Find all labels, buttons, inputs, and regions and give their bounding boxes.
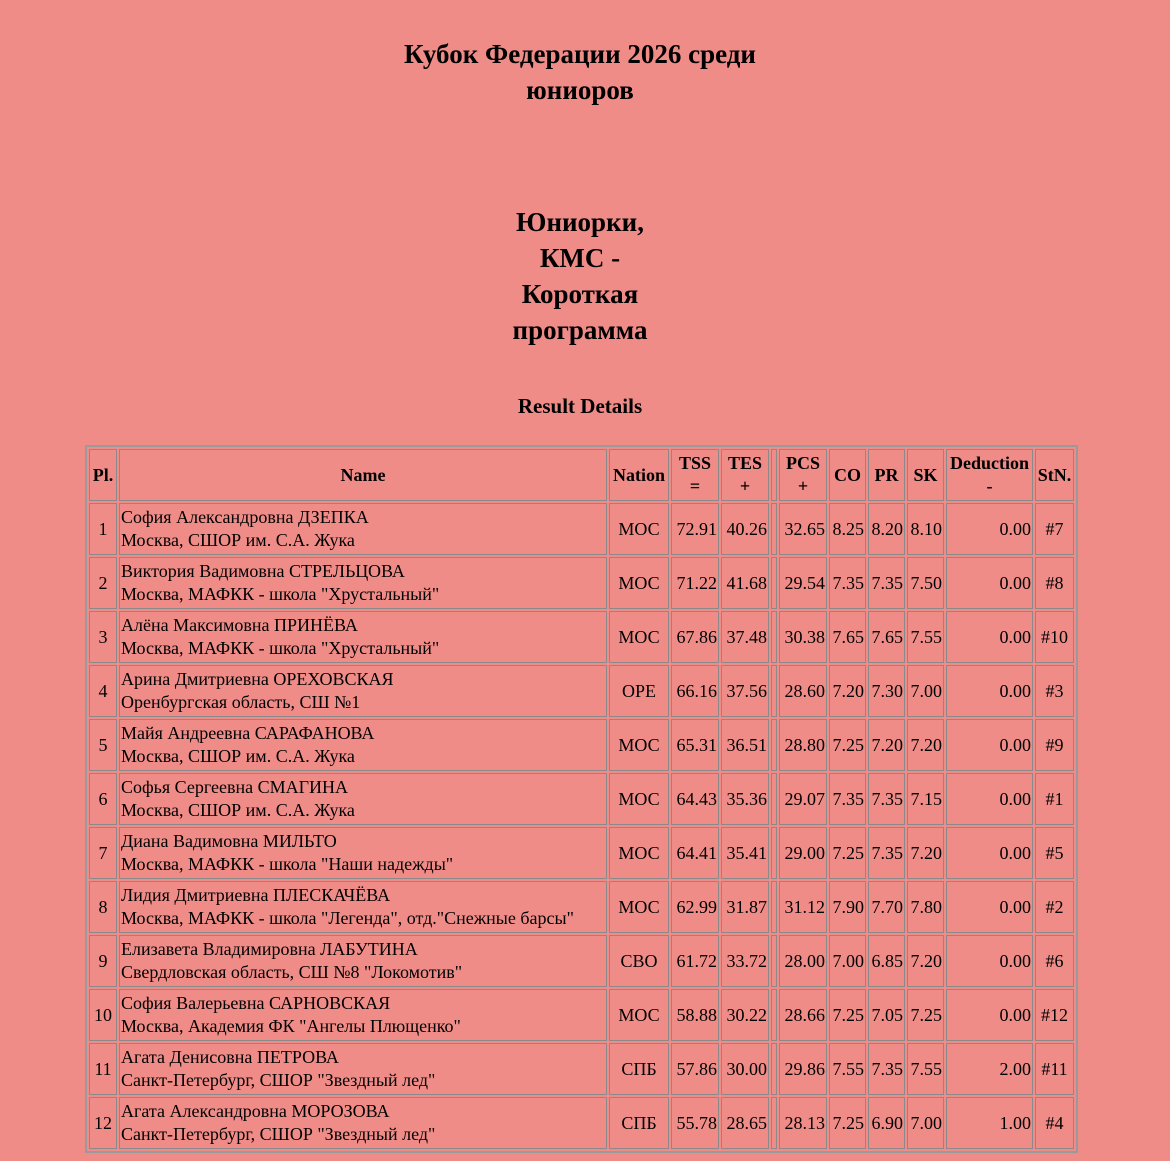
co-cell: 7.25 (829, 719, 866, 771)
sk-cell: 8.10 (907, 503, 944, 555)
athlete-name: Елизавета Владимировна ЛАБУТИНА (121, 939, 418, 959)
spacer-cell (771, 935, 777, 987)
deduction-cell: 0.00 (946, 719, 1033, 771)
spacer-cell (771, 503, 777, 555)
pcs-cell: 29.54 (779, 557, 827, 609)
nation-cell: МОС (609, 989, 669, 1041)
pr-cell: 7.35 (868, 773, 905, 825)
athlete-name: Агата Денисовна ПЕТРОВА (121, 1047, 339, 1067)
tes-cell: 35.41 (721, 827, 769, 879)
place-cell: 3 (89, 611, 117, 663)
start-number-cell: #11 (1035, 1043, 1074, 1095)
tss-cell: 55.78 (671, 1097, 719, 1149)
sk-cell: 7.15 (907, 773, 944, 825)
tss-cell: 66.16 (671, 665, 719, 717)
athlete-name: Майя Андреевна САРАФАНОВА (121, 723, 375, 743)
sk-cell: 7.55 (907, 1043, 944, 1095)
co-cell: 7.35 (829, 557, 866, 609)
pcs-cell: 28.66 (779, 989, 827, 1041)
athlete-club: Москва, МАФКК - школа "Наши надежды" (121, 854, 454, 874)
table-row (89, 719, 1074, 771)
deduction-cell: 2.00 (946, 1043, 1033, 1095)
athlete-name: Алёна Максимовна ПРИНЁВА (121, 615, 358, 635)
co-cell: 7.25 (829, 1097, 866, 1149)
event-title: Кубок Федерации 2026 среди юниоров (404, 39, 756, 105)
table-row (89, 611, 1074, 663)
athlete-cell (119, 773, 607, 825)
athlete-name: София Валерьевна САРНОВСКАЯ (121, 993, 391, 1013)
athlete-club: Москва, Академия ФК "Ангелы Плющенко" (121, 1016, 461, 1036)
spacer-cell (771, 827, 777, 879)
start-number-cell: #6 (1035, 935, 1074, 987)
table-row (89, 935, 1074, 987)
tss-cell: 65.31 (671, 719, 719, 771)
spacer-cell (771, 881, 777, 933)
col-name: Name (119, 449, 607, 501)
tss-cell: 67.86 (671, 611, 719, 663)
pr-cell: 7.65 (868, 611, 905, 663)
co-cell: 7.20 (829, 665, 866, 717)
pr-cell: 7.05 (868, 989, 905, 1041)
sk-cell: 7.80 (907, 881, 944, 933)
nation-cell: СВО (609, 935, 669, 987)
deduction-cell: 0.00 (946, 611, 1033, 663)
athlete-club: Оренбургская область, СШ №1 (121, 692, 361, 712)
athlete-club: Москва, СШОР им. С.А. Жука (121, 746, 355, 766)
pr-cell: 7.70 (868, 881, 905, 933)
spacer-cell (771, 611, 777, 663)
co-cell: 7.65 (829, 611, 866, 663)
athlete-club: Москва, СШОР им. С.А. Жука (121, 800, 355, 820)
athlete-cell (119, 827, 607, 879)
nation-cell: МОС (609, 611, 669, 663)
tss-cell: 64.41 (671, 827, 719, 879)
sk-cell: 7.20 (907, 827, 944, 879)
start-number-cell: #4 (1035, 1097, 1074, 1149)
pcs-cell: 30.38 (779, 611, 827, 663)
sk-cell: 7.20 (907, 935, 944, 987)
table-row (89, 989, 1074, 1041)
tss-cell: 61.72 (671, 935, 719, 987)
start-number-cell: #10 (1035, 611, 1074, 663)
table-row (89, 827, 1074, 879)
co-cell: 7.90 (829, 881, 866, 933)
pcs-cell: 28.13 (779, 1097, 827, 1149)
deduction-cell: 0.00 (946, 827, 1033, 879)
pcs-cell: 31.12 (779, 881, 827, 933)
pcs-cell: 28.00 (779, 935, 827, 987)
nation-cell: ОРЕ (609, 665, 669, 717)
athlete-name: Агата Александровна МОРОЗОВА (121, 1101, 390, 1121)
sk-cell: 7.20 (907, 719, 944, 771)
athlete-club: Москва, МАФКК - школа "Хрустальный" (121, 638, 440, 658)
col-deduction: Deduction - (946, 449, 1033, 501)
athlete-cell (119, 503, 607, 555)
col-pcs: PCS + (779, 449, 827, 501)
deduction-cell: 0.00 (946, 989, 1033, 1041)
section-title: Result Details (517, 394, 643, 418)
pcs-cell: 28.80 (779, 719, 827, 771)
nation-cell: МОС (609, 719, 669, 771)
table-row (89, 557, 1074, 609)
deduction-cell: 0.00 (946, 503, 1033, 555)
spacer-cell (771, 773, 777, 825)
pcs-cell: 29.07 (779, 773, 827, 825)
tes-cell: 36.51 (721, 719, 769, 771)
pcs-cell: 29.86 (779, 1043, 827, 1095)
place-cell: 8 (89, 881, 117, 933)
athlete-club: Санкт-Петербург, СШОР "Звездный лед" (121, 1070, 436, 1090)
athlete-club: Москва, МАФКК - школа "Легенда", отд."Снежные барсы" (121, 908, 574, 928)
spacer-cell (771, 1097, 777, 1149)
athlete-name: Лидия Дмитриевна ПЛЕСКАЧЁВА (121, 885, 391, 905)
place-cell: 2 (89, 557, 117, 609)
spacer-cell (771, 719, 777, 771)
start-number-cell: #2 (1035, 881, 1074, 933)
place-cell: 1 (89, 503, 117, 555)
place-cell: 4 (89, 665, 117, 717)
sk-cell: 7.00 (907, 1097, 944, 1149)
place-cell: 6 (89, 773, 117, 825)
athlete-name: Диана Вадимовна МИЛЬТО (121, 831, 337, 851)
table-row (89, 881, 1074, 933)
spacer-cell (771, 1043, 777, 1095)
athlete-cell (119, 1097, 607, 1149)
table-row (89, 1043, 1074, 1095)
table-row (89, 665, 1074, 717)
results-table (85, 445, 1078, 1153)
start-number-cell: #7 (1035, 503, 1074, 555)
place-cell: 11 (89, 1043, 117, 1095)
tes-cell: 37.48 (721, 611, 769, 663)
deduction-cell: 0.00 (946, 773, 1033, 825)
sk-cell: 7.55 (907, 611, 944, 663)
col-pr: PR (868, 449, 905, 501)
tes-cell: 40.26 (721, 503, 769, 555)
athlete-club: Санкт-Петербург, СШОР "Звездный лед" (121, 1124, 436, 1144)
place-cell: 9 (89, 935, 117, 987)
tss-cell: 58.88 (671, 989, 719, 1041)
tes-cell: 37.56 (721, 665, 769, 717)
tes-cell: 41.68 (721, 557, 769, 609)
athlete-cell (119, 1043, 607, 1095)
pr-cell: 6.90 (868, 1097, 905, 1149)
pcs-cell: 32.65 (779, 503, 827, 555)
place-cell: 12 (89, 1097, 117, 1149)
tes-cell: 35.36 (721, 773, 769, 825)
col-spacer (771, 449, 777, 501)
athlete-cell (119, 881, 607, 933)
col-tss: TSS = (671, 449, 719, 501)
spacer-cell (771, 557, 777, 609)
table-header-row (89, 449, 1074, 501)
nation-cell: СПБ (609, 1097, 669, 1149)
pr-cell: 8.20 (868, 503, 905, 555)
athlete-club: Москва, СШОР им. С.А. Жука (121, 530, 355, 550)
pcs-cell: 29.00 (779, 827, 827, 879)
nation-cell: МОС (609, 557, 669, 609)
co-cell: 7.35 (829, 773, 866, 825)
co-cell: 7.55 (829, 1043, 866, 1095)
athlete-club: Москва, МАФКК - школа "Хрустальный" (121, 584, 440, 604)
sk-cell: 7.00 (907, 665, 944, 717)
deduction-cell: 0.00 (946, 881, 1033, 933)
tss-cell: 62.99 (671, 881, 719, 933)
deduction-cell: 0.00 (946, 665, 1033, 717)
athlete-cell (119, 611, 607, 663)
co-cell: 7.25 (829, 989, 866, 1041)
tes-cell: 30.00 (721, 1043, 769, 1095)
athlete-club: Свердловская область, СШ №8 "Локомотив" (121, 962, 463, 982)
tss-cell: 57.86 (671, 1043, 719, 1095)
athlete-cell (119, 989, 607, 1041)
start-number-cell: #9 (1035, 719, 1074, 771)
athlete-name: Софья Сергеевна СМАГИНА (121, 777, 349, 797)
pr-cell: 7.35 (868, 557, 905, 609)
table-row (89, 1097, 1074, 1149)
sk-cell: 7.25 (907, 989, 944, 1041)
table-row (89, 503, 1074, 555)
table-row (89, 773, 1074, 825)
deduction-cell: 0.00 (946, 557, 1033, 609)
start-number-cell: #5 (1035, 827, 1074, 879)
athlete-cell (119, 719, 607, 771)
tss-cell: 71.22 (671, 557, 719, 609)
tss-cell: 72.91 (671, 503, 719, 555)
start-number-cell: #1 (1035, 773, 1074, 825)
athlete-cell (119, 935, 607, 987)
category-title: Юниорки, КМС - Короткая программа (512, 207, 648, 345)
tes-cell: 28.65 (721, 1097, 769, 1149)
nation-cell: МОС (609, 881, 669, 933)
nation-cell: МОС (609, 827, 669, 879)
nation-cell: СПБ (609, 1043, 669, 1095)
athlete-name: Виктория Вадимовна СТРЕЛЬЦОВА (121, 561, 405, 581)
deduction-cell: 0.00 (946, 935, 1033, 987)
tes-cell: 30.22 (721, 989, 769, 1041)
pr-cell: 7.30 (868, 665, 905, 717)
pr-cell: 7.35 (868, 1043, 905, 1095)
co-cell: 7.00 (829, 935, 866, 987)
col-tes: TES + (721, 449, 769, 501)
start-number-cell: #3 (1035, 665, 1074, 717)
pr-cell: 7.20 (868, 719, 905, 771)
co-cell: 7.25 (829, 827, 866, 879)
place-cell: 5 (89, 719, 117, 771)
col-co: CO (829, 449, 866, 501)
start-number-cell: #12 (1035, 989, 1074, 1041)
pr-cell: 7.35 (868, 827, 905, 879)
tss-cell: 64.43 (671, 773, 719, 825)
place-cell: 7 (89, 827, 117, 879)
col-sk: SK (907, 449, 944, 501)
start-number-cell: #8 (1035, 557, 1074, 609)
spacer-cell (771, 989, 777, 1041)
athlete-name: София Александровна ДЗЕПКА (121, 507, 369, 527)
pcs-cell: 28.60 (779, 665, 827, 717)
col-place: Pl. (89, 449, 117, 501)
tes-cell: 33.72 (721, 935, 769, 987)
deduction-cell: 1.00 (946, 1097, 1033, 1149)
nation-cell: МОС (609, 503, 669, 555)
col-start-number: StN. (1035, 449, 1074, 501)
athlete-cell (119, 665, 607, 717)
nation-cell: МОС (609, 773, 669, 825)
col-nation: Nation (609, 449, 669, 501)
co-cell: 8.25 (829, 503, 866, 555)
pr-cell: 6.85 (868, 935, 905, 987)
place-cell: 10 (89, 989, 117, 1041)
tes-cell: 31.87 (721, 881, 769, 933)
sk-cell: 7.50 (907, 557, 944, 609)
athlete-name: Арина Дмитриевна ОРЕХОВСКАЯ (121, 669, 394, 689)
athlete-cell (119, 557, 607, 609)
spacer-cell (771, 665, 777, 717)
